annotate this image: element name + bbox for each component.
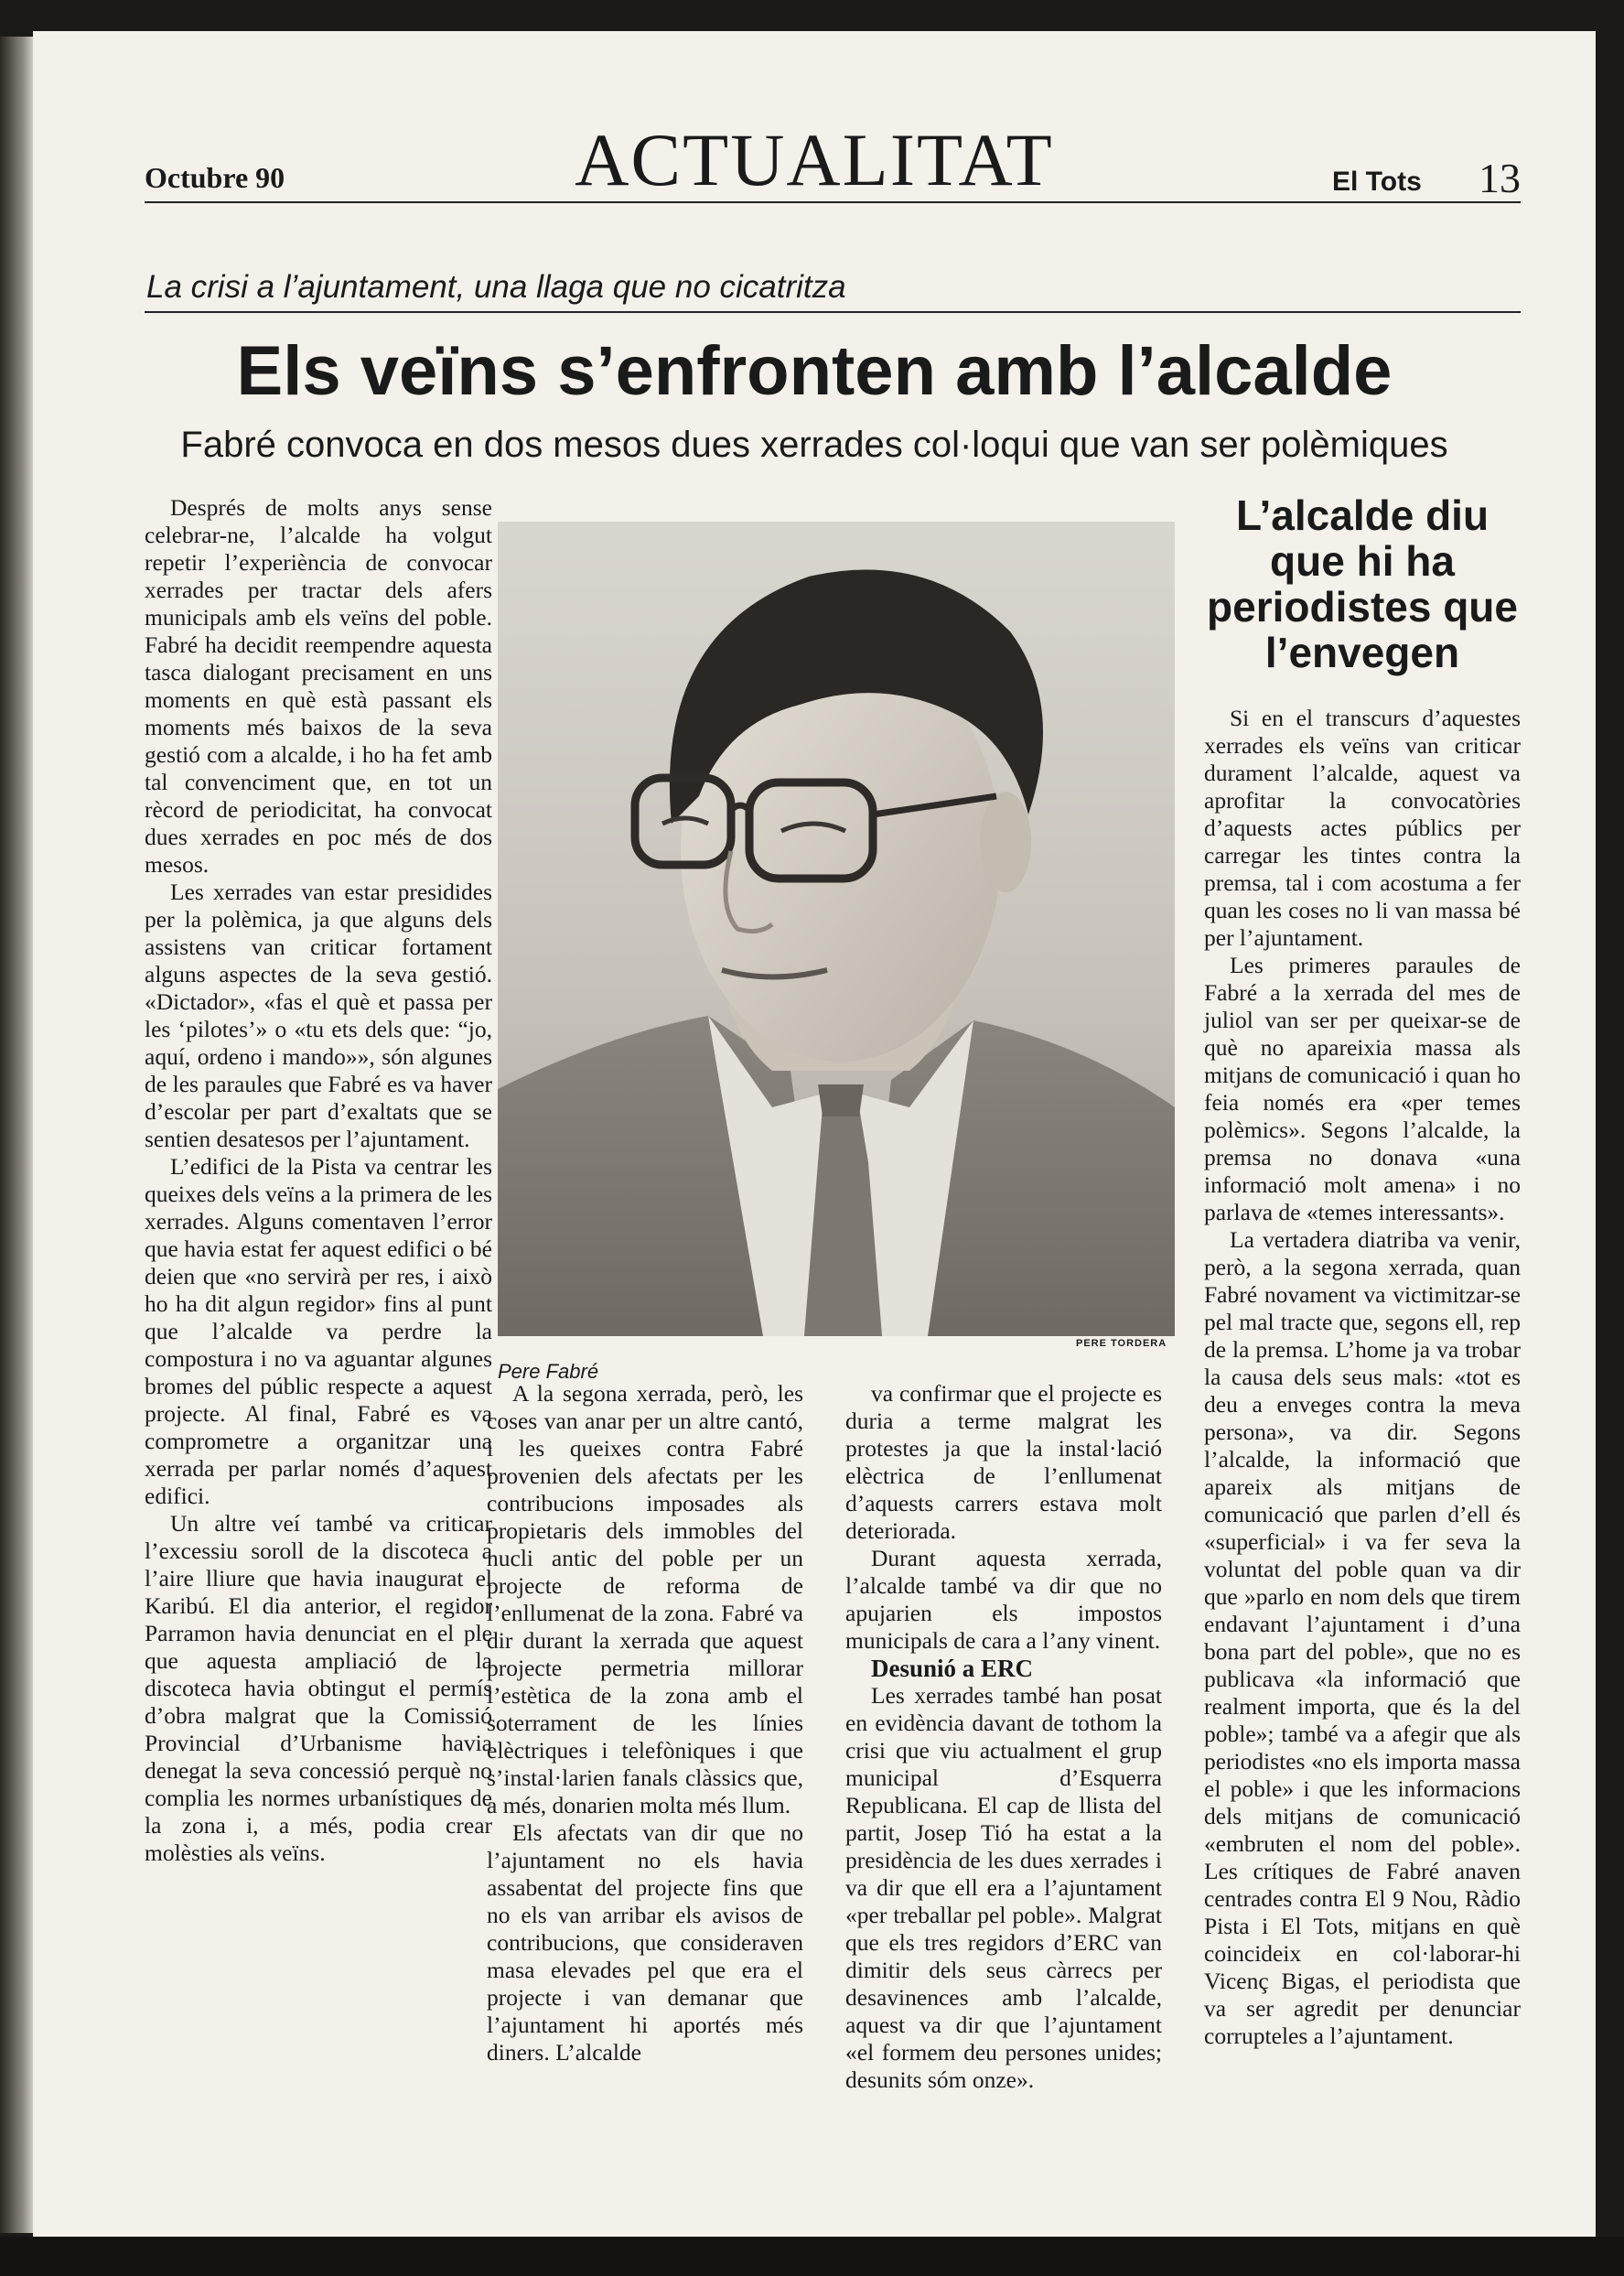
paragraph: Les xerrades també han posat en evidència davant de tothom la crisi que viu actualment el grup municipal d’Esquerra Republicana. El cap de llista del partit, Josep Tió ha estat a la presidència de les dues xerrades i va dir que ell era a l’ajuntament «per treballar pel poble». Malgrat que els tres regidors d’ERC van dimitir dels seus càrrecs per desavinences amb l’alcalde, aquest va dir que l’ajuntament «el formem deu persones unides; desunits sóm onze». (845, 1682, 1162, 2093)
newspaper-page (33, 31, 1596, 2237)
masthead-rule (145, 201, 1521, 203)
photo-credit: PERE TORDERA (1076, 1338, 1167, 1349)
section-title: ACTUALITAT (575, 118, 1054, 201)
book-spine (0, 37, 33, 2233)
paragraph: Si en el transcurs d’aquestes xerrades els veïns van criticar durament l’alcalde, aquest va aprofitar la convocatòries d’aquests actes públics per carregar les tintes contra la premsa, tal i com acostuma a fer quan les coses no li van massa bé per l’ajuntament. (1204, 705, 1521, 951)
article-column-4 (845, 1380, 1162, 2167)
section-subtitle: Desunió a ERC (871, 1655, 1034, 1682)
kicker: La crisi a l’ajuntament, una llaga que no cicatritza (146, 269, 846, 305)
paper-name: El Tots (1332, 167, 1422, 197)
paragraph: Les primeres paraules de Fabré a la xerrada del mes de juliol van ser per queixar-se de què no apareixia massa als mitjans de comunicació i quan ho feia només era «per temes polèmics». Segons l’alcalde, la premsa no donava «una informació molt amena» i no parlava de «temes interessants». (1204, 952, 1521, 1225)
paragraph: va confirmar que el projecte es duria a terme malgrat les protestes ja que la instal·lació elèctrica de l’enllumenat d’aquests carrers estava molt deteriorada. (845, 1380, 1162, 1544)
paragraph: A la segona xerrada, però, les coses van anar per un altre cantó, i les queixes contra Fabré provenien dels afectats per les contribucions imposades als propietaris dels immobles del nucli antic del poble per un projecte de reforma de l’enllumenat de la zona. Fabré va dir durant la xerrada que aquest projecte permetria millorar l’estètica de la zona amb el soterrament de les línies elèctriques i telefòniques i que s’instal·larien fanals clàssics que, a més, donarien molta més llum. (487, 1380, 803, 1818)
portrait-photo (498, 522, 1175, 1336)
photo-caption: Pere Fabré (498, 1360, 599, 1383)
sidebar-column (1204, 705, 1521, 2169)
sidebar-title: L’alcalde diu que hi ha periodistes que l’envegen (1207, 491, 1518, 676)
issue-month: Octubre 90 (145, 161, 285, 194)
paragraph: La vertadera diatriba va venir, però, a la segona xerrada, quan Fabré novament va victimitzar-se pel mal tracte que, segons ell, rep de la premsa. L’home ja va trobar la causa dels seus mals: «tot es deu a enveges contra la meva persona», va dir. Segons l’alcalde, la informació que apareix als mitjans de comunicació que parlen d’ell és «superficial» i va fer seva la voluntat del poble quan va dir que »parlo en nom dels que tirem endavant l’ajuntament i d’una bona part del poble», que no es publicava «la informació que realment importa, que és la del poble»; també va a afegir que als periodistes «no els importa massa el poble» i que les informacions dels mitjans de comunicació «embruten el nom del poble». Les crítiques de Fabré anaven centrades contra El 9 Nou, Ràdio Pista i El Tots, mitjans en què coincideix en col·laborar-hi Vicenç Bigas, el periodista que va ser agredit per denunciar corrupteles a l’ajuntament. (1204, 1226, 1521, 2049)
page-number: 13 (1479, 155, 1521, 201)
paragraph: Durant aquesta xerrada, l’alcalde també va dir que no apujarien els impostos municipals de cara a l’any vinent. (845, 1545, 1162, 1654)
headline: Els veïns s’enfronten amb l’alcalde (236, 332, 1393, 410)
kicker-rule (145, 311, 1521, 313)
subheadline: Fabré convoca en dos mesos dues xerrades col·loqui que van ser polèmiques (180, 425, 1448, 465)
paragraph: Després de molts anys sense celebrar-ne, l’alcalde ha volgut repetir l’experiència de convocar xerrades per tractar dels afers municipals amb els veïns del poble. Fabré ha decidit reempendre aquesta tasca dialogant precisament en uns moments en què està passant els moments més baixos de la seva gestió com a alcalde, i ho ha fet amb tal convenciment que, en tot un rècord de periodicitat, ha convocat dues xerrades en poc més de dos mesos. (145, 494, 492, 878)
paragraph: L’edifici de la Pista va centrar les queixes dels veïns a la primera de les xerrades. Alguns comentaven l’error que havia estat fer aquest edifici o bé deien que «no servirà per res, i això ho ha dit algun regidor» fins al punt que l’alcalde va perdre la compostura i no va aguantar algunes bromes del públic respecte a aquest projecte. Al final, Fabré es va comprometre a organitzar una xerrada per parlar només d’aquest edifici. (145, 1153, 492, 1509)
scan-border (0, 2237, 1624, 2276)
paragraph: Les xerrades van estar presidides per la polèmica, ja que alguns dels assistens van criticar fortament alguns aspectes de la seva gestió. «Dictador», «fas el què et passa per les ‘pilotes’» o «tu ets dels que: “jo, aquí, ordeno i mando»», són algunes de les paraules que Fabré es va haver d’escolar per part d’exaltats que se sentien desatesos per l’ajuntament. (145, 879, 492, 1152)
paragraph: Un altre veí també va criticar l’excessiu soroll de la discoteca a l’aire lliure que havia inaugurat el Karibú. El dia anterior, el regidor Parramon havia denunciat en el ple que aquesta ampliació de la discoteca havia obtingut el permís d’obra malgrat que la Comissió Provincial d’Urbanisme havia denegat la seva concessió perquè no complia les normes urbanístiques de la zona i, a més, podia crear molèsties als veïns. (145, 1510, 492, 1866)
portrait-illustration (498, 522, 1175, 1336)
article-column-1 (145, 494, 492, 2141)
paragraph: Els afectats van dir que no l’ajuntament no els havia assabentat del projecte fins que no els van arribar els avisos de contribucions, que consideraven masa elevades pel que era el projecte i van demanar que l’ajuntament hi aportés més diners. L’alcalde (487, 1819, 803, 2066)
article-column-3 (487, 1380, 803, 2167)
